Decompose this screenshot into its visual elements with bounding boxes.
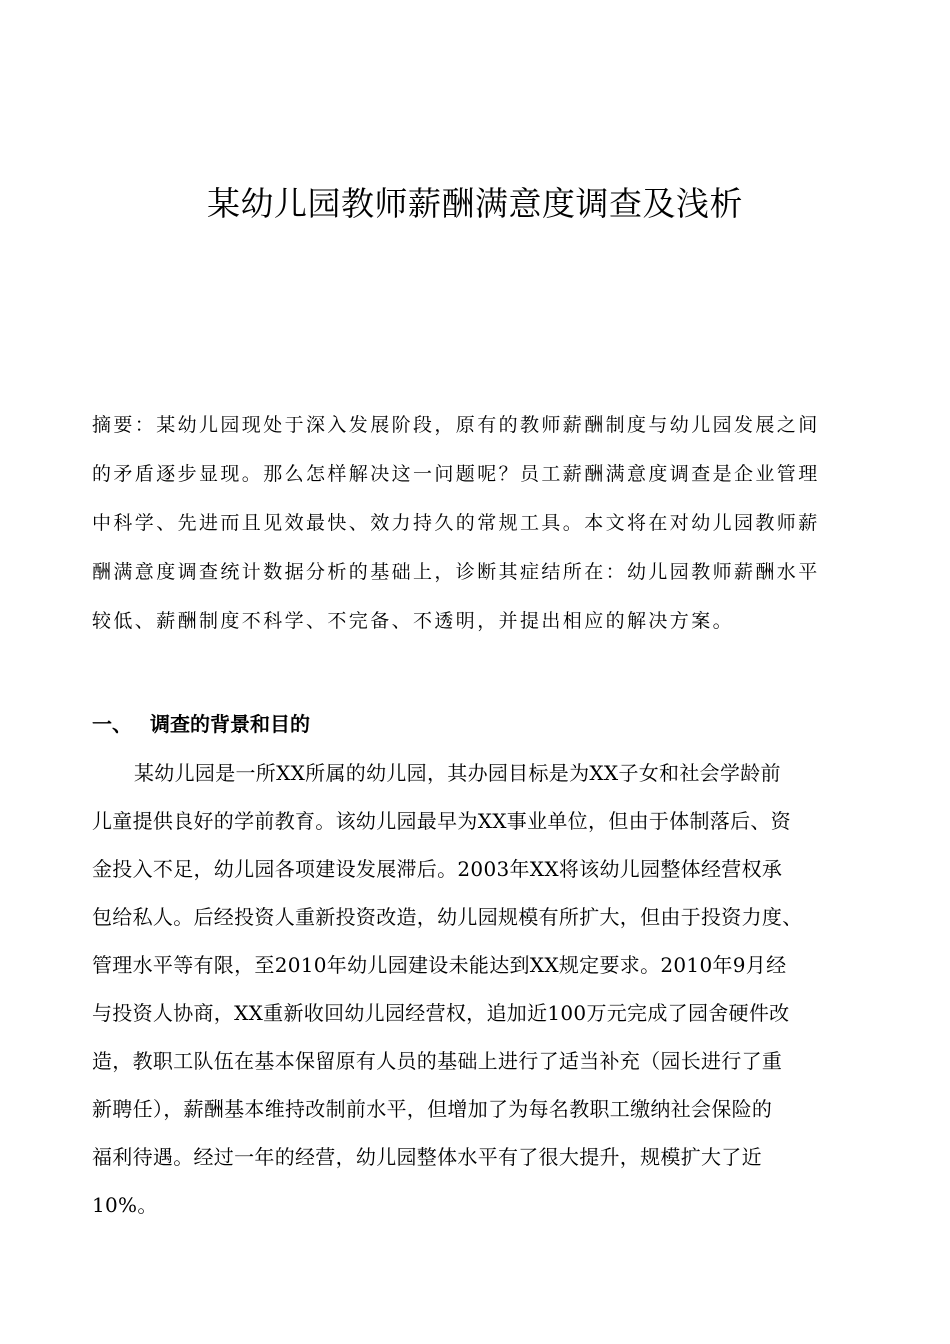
paragraph-line: 新聘任），薪酬基本维持改制前水平，但增加了为每名教职工缴纳社会保险的 xyxy=(92,1097,773,1121)
paragraph-line: 包给私人。后经投资人重新投资改造，幼儿园规模有所扩大，但由于投资力度、 xyxy=(92,905,803,929)
paragraph-line: 福利待遇。经过一年的经营，幼儿园整体水平有了很大提升，规模扩大了近 xyxy=(92,1145,762,1169)
section-title: 调查的背景和目的 xyxy=(150,712,310,736)
paragraph-line: 10%。 xyxy=(92,1193,158,1217)
document-title: 某幼儿园教师薪酬满意度调查及浅析 xyxy=(207,184,743,223)
paragraph-line: 管理水平等有限，至2010年幼儿园建设未能达到XX规定要求。2010年9月经 xyxy=(92,953,787,977)
section-heading xyxy=(92,704,310,744)
paragraph-line: 与投资人协商，XX重新收回幼儿园经营权，追加近100万元完成了园舍硬件改 xyxy=(92,1001,790,1025)
section-number: 一、 xyxy=(92,712,132,736)
abstract-line: 较低、薪酬制度不科学、不完备、不透明，并提出相应的解决方案。 xyxy=(92,610,735,632)
abstract-line: 的矛盾逐步显现。那么怎样解决这一问题呢？员工薪酬满意度调查是企业管理 xyxy=(92,463,820,485)
paragraph-line: 儿童提供良好的学前教育。该幼儿园最早为XX事业单位，但由于体制落后、资 xyxy=(92,809,791,833)
abstract-line: 摘要：某幼儿园现处于深入发展阶段，原有的教师薪酬制度与幼儿园发展之间 xyxy=(92,414,820,436)
abstract-line: 酬满意度调查统计数据分析的基础上，诊断其症结所在：幼儿园教师薪酬水平 xyxy=(92,561,820,583)
paragraph-line: 某幼儿园是一所XX所属的幼儿园，其办园目标是为XX子女和社会学龄前 xyxy=(134,761,781,785)
paragraph-line: 造，教职工队伍在基本保留原有人员的基础上进行了适当补充（园长进行了重 xyxy=(92,1049,783,1073)
paragraph-line: 金投入不足，幼儿园各项建设发展滞后。2003年XX将该幼儿园整体经营权承 xyxy=(92,857,783,881)
abstract-line: 中科学、先进而且见效最快、效力持久的常规工具。本文将在对幼儿园教师薪 xyxy=(92,512,820,534)
